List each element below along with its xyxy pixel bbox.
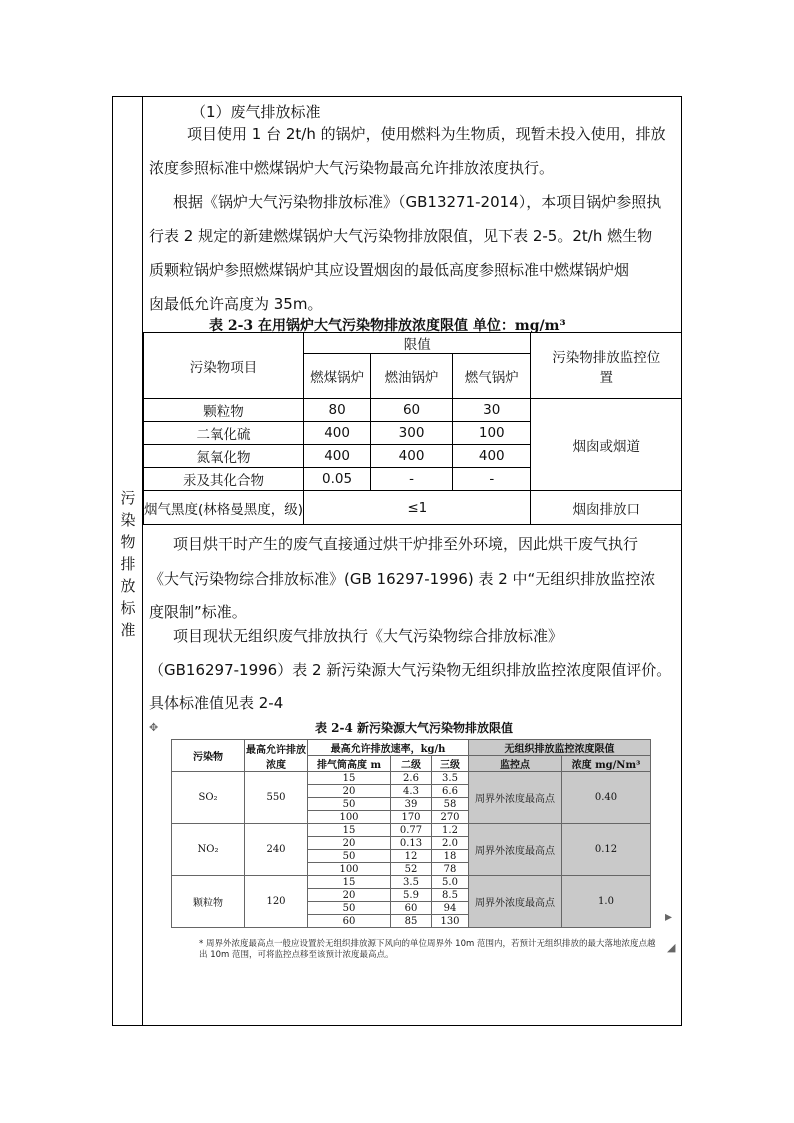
cell-gas: 100 <box>453 422 531 445</box>
rate-level2: 60 <box>391 902 432 915</box>
table-row <box>172 824 651 837</box>
cell-coal: 0.05 <box>304 468 371 491</box>
col-header-oil: 燃油锅炉 <box>371 354 453 399</box>
section-label-char: 准 <box>120 621 136 639</box>
rate-level3: 1.2 <box>432 824 469 837</box>
paragraph-line: （GB16297-1996）表 2 新污染源大气污染物无组织排放监控浓度限值评价。 <box>149 661 672 679</box>
cell-oil: 300 <box>371 422 453 445</box>
stack-height: 50 <box>308 850 391 863</box>
col-header-concentration: 浓度 mg/Nm³ <box>562 756 651 772</box>
col-header-height: 排气筒高度 m <box>308 756 391 772</box>
max-concentration: 240 <box>245 824 308 876</box>
row-name: 氮氧化物 <box>144 445 304 468</box>
cell-oil: 60 <box>371 399 453 422</box>
resize-handle-icon: ◢ <box>667 941 676 954</box>
col-header-monitor-point: 监控点 <box>469 756 562 772</box>
cell-oil: - <box>371 468 453 491</box>
col-header-unorganized: 无组织排放监控浓度限值 <box>469 740 651 756</box>
monitor-point: 周界外浓度最高点 <box>469 824 562 876</box>
table-2-3-caption: 表 2-3 在用锅炉大气污染物排放浓度限值 单位：mg/m³ <box>209 318 566 334</box>
col-header-monitor: 污染物排放监控位置 <box>531 333 682 399</box>
cell-gas: 400 <box>453 445 531 468</box>
left-column <box>113 97 143 1025</box>
rate-level3: 5.0 <box>432 876 469 889</box>
rate-level3: 58 <box>432 798 469 811</box>
col-header-pollutant: 污染物 <box>172 740 245 772</box>
paragraph-line: 根据《锅炉大气污染物排放标准》（GB13271-2014），本项目锅炉参照执 <box>173 193 662 211</box>
concentration-limit: 0.12 <box>562 824 651 876</box>
stack-height: 50 <box>308 902 391 915</box>
stack-height: 100 <box>308 811 391 824</box>
col-header-coal: 燃煤锅炉 <box>304 354 371 399</box>
cell-gas: 30 <box>453 399 531 422</box>
rate-level2: 12 <box>391 850 432 863</box>
paragraph-line: 度限制”标准。 <box>149 603 247 621</box>
col-header-item: 污染物项目 <box>144 333 304 399</box>
pollutant-name: NO₂ <box>172 824 245 876</box>
rate-level3: 78 <box>432 863 469 876</box>
paragraph-line: 浓度参照标准中燃煤锅炉大气污染物最高允许排放浓度执行。 <box>149 159 555 177</box>
table-2-4-note: * 周界外浓度最高点一般应设置於无组织排放源下风向的单位周界外 10m 范围内，若预计无组织排放的最大落地浓度点越出 10m 范围，可将监控点移至该预计浓度最高点。 <box>199 939 656 960</box>
stack-height: 100 <box>308 863 391 876</box>
table-row <box>172 772 651 785</box>
rate-level2: 2.6 <box>391 772 432 785</box>
rate-level2: 5.9 <box>391 889 432 902</box>
table-2-4-image <box>149 717 679 962</box>
rate-level2: 52 <box>391 863 432 876</box>
cell-blackness-value: ≤1 <box>304 491 531 525</box>
rate-level2: 4.3 <box>391 785 432 798</box>
monitor-location-outlet: 烟囱排放口 <box>531 491 682 525</box>
paragraph-line: 具体标准值见表 2-4 <box>149 694 284 712</box>
stack-height: 50 <box>308 798 391 811</box>
col-header-level3: 三级 <box>432 756 469 772</box>
paragraph-line: 项目使用 1 台 2t/h 的锅炉，使用燃料为生物质，现暂未投入使用，排放 <box>187 125 666 143</box>
rate-level2: 0.13 <box>391 837 432 850</box>
pollutant-name: SO₂ <box>172 772 245 824</box>
section-label-char: 染 <box>120 511 136 529</box>
col-header-gas: 燃气锅炉 <box>453 354 531 399</box>
rate-level2: 170 <box>391 811 432 824</box>
section-label-char: 标 <box>120 599 136 617</box>
move-handle-icon: ✥ <box>149 721 159 734</box>
cell-gas: - <box>453 468 531 491</box>
section-label-char: 污 <box>120 489 136 507</box>
paragraph-line: 项目烘干时产生的废气直接通过烘干炉排至外环境，因此烘干废气执行 <box>173 535 639 553</box>
cell-coal: 400 <box>304 422 371 445</box>
col-header-limit: 限值 <box>304 333 531 354</box>
stack-height: 20 <box>308 785 391 798</box>
rate-level2: 39 <box>391 798 432 811</box>
col-header-rate: 最高允许排放速率，kg/h <box>308 740 469 756</box>
cell-coal: 80 <box>304 399 371 422</box>
paragraph-line: 质颗粒锅炉参照燃煤锅炉其应设置烟囱的最低高度参照标准中燃煤锅炉烟 <box>149 261 630 279</box>
paragraph-line: 项目现状无组织废气排放执行《大气污染物综合排放标准》 <box>173 627 564 645</box>
document-frame <box>112 96 682 1026</box>
monitor-point: 周界外浓度最高点 <box>469 772 562 824</box>
rate-level3: 3.5 <box>432 772 469 785</box>
section-label-char: 物 <box>120 533 136 551</box>
row-name: 颗粒物 <box>144 399 304 422</box>
pollutant-name: 颗粒物 <box>172 876 245 928</box>
monitor-point: 周界外浓度最高点 <box>469 876 562 928</box>
stack-height: 60 <box>308 915 391 928</box>
paragraph-line: 行表 2 规定的新建燃煤锅炉大气污染物排放限值，见下表 2-5。2t/h 燃生物 <box>149 227 653 245</box>
stack-height: 20 <box>308 889 391 902</box>
section-heading: （1）废气排放标准 <box>191 103 321 121</box>
section-label <box>113 487 143 641</box>
paragraph-line: 《大气污染物综合排放标准》(GB 16297-1996) 表 2 中“无组织排放监控浓 <box>149 570 656 588</box>
stack-height: 15 <box>308 772 391 785</box>
table-2-4 <box>171 739 651 928</box>
rate-level3: 18 <box>432 850 469 863</box>
max-concentration: 120 <box>245 876 308 928</box>
max-concentration: 550 <box>245 772 308 824</box>
rate-level2: 85 <box>391 915 432 928</box>
stack-height: 20 <box>308 837 391 850</box>
rate-level3: 8.5 <box>432 889 469 902</box>
stack-height: 15 <box>308 876 391 889</box>
col-header-max-conc: 最高允许排放浓度 <box>245 740 308 772</box>
rate-level2: 0.77 <box>391 824 432 837</box>
table-2-4-title: 表 2-4 新污染源大气污染物排放限值 <box>314 721 514 735</box>
rate-level3: 2.0 <box>432 837 469 850</box>
rate-level2: 3.5 <box>391 876 432 889</box>
rate-level3: 270 <box>432 811 469 824</box>
row-name: 汞及其化合物 <box>144 468 304 491</box>
table-2-3 <box>143 332 682 525</box>
rate-level3: 6.6 <box>432 785 469 798</box>
section-label-char: 排 <box>120 555 136 573</box>
monitor-location: 烟囱或烟道 <box>531 399 682 491</box>
concentration-limit: 1.0 <box>562 876 651 928</box>
cell-coal: 400 <box>304 445 371 468</box>
section-label-char: 放 <box>120 577 136 595</box>
stack-height: 15 <box>308 824 391 837</box>
paragraph-line: 囱最低允许高度为 35m。 <box>149 295 323 313</box>
rate-level3: 130 <box>432 915 469 928</box>
cell-oil: 400 <box>371 445 453 468</box>
col-header-level2: 二级 <box>391 756 432 772</box>
rate-level3: 94 <box>432 902 469 915</box>
table-row <box>172 876 651 889</box>
scroll-arrow-icon: ▸ <box>665 909 673 925</box>
row-name: 二氧化硫 <box>144 422 304 445</box>
concentration-limit: 0.40 <box>562 772 651 824</box>
row-name-blackness: 烟气黑度(林格曼黑度，级) <box>144 491 304 525</box>
